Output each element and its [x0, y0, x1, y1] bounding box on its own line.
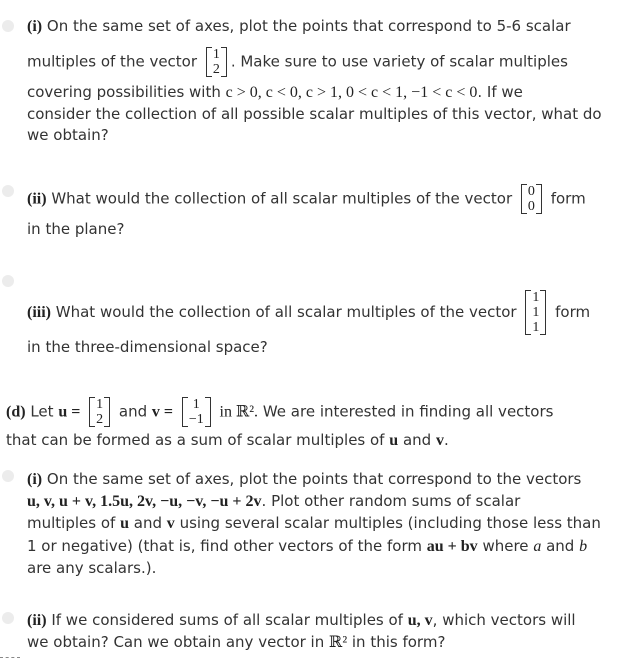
c-i-line1: (i) On the same set of axes, plot the points that correspond to 5-6 scalar	[27, 17, 571, 35]
d-i-line5: are any scalars.).	[27, 559, 157, 577]
d-label: (d)	[6, 403, 26, 421]
page-divider	[0, 657, 20, 658]
c-i-line2: multiples of the vector 1 2 . Make sure to use variety of scalar multiples	[27, 47, 568, 77]
bullet-dot	[2, 20, 14, 32]
bullet-dot	[2, 185, 14, 197]
d-ii-line1: (ii) If we considered sums of all scalar multiples of u, v, which vectors will	[27, 611, 576, 629]
d-line1: (d) Let u = 1 2 and v = 1 −1 in ℝ². We are interested in finding all vectors	[6, 397, 554, 427]
vector-1-1-1: 1 1 1	[525, 290, 546, 335]
d-i-line3: multiples of u and v using several scalar multiples (including those less than	[27, 514, 601, 532]
bullet-dot	[2, 612, 14, 624]
bullet-dot	[2, 275, 14, 287]
bullet-dot	[2, 470, 14, 482]
d-i-line4: 1 or negative) (that is, find other vectors of the form au + bv where a and b	[27, 537, 588, 555]
d-line2: that can be formed as a sum of scalar multiples of u and v.	[6, 431, 449, 449]
c-iii-line1: (iii) What would the collection of all scalar multiples of the vector 1 1 1 form	[27, 290, 591, 335]
vector-v: 1 −1	[182, 397, 211, 427]
c-i-line5: we obtain?	[27, 126, 109, 144]
d-i-line1: (i) On the same set of axes, plot the points that correspond to the vectors	[27, 470, 582, 488]
c-i-label: (i)	[27, 18, 43, 35]
c-iii-line2: in the three-dimensional space?	[27, 338, 268, 356]
c-iii-label: (iii)	[27, 304, 51, 321]
c-ii-line1: (ii) What would the collection of all scalar multiples of the vector 0 0 form	[27, 184, 586, 214]
d-i-line2: u, v, u + v, 1.5u, 2v, −u, −v, −u + 2v. Plot other random sums of scalar	[27, 492, 521, 510]
d-ii-label: (ii)	[27, 612, 47, 629]
d-ii-line2: we obtain? Can we obtain any vector in ℝ² in this form?	[27, 633, 446, 651]
c-i-line3: covering possibilities with c > 0, c < 0, c > 1, 0 < c < 1, −1 < c < 0. If we	[27, 83, 523, 101]
vector-u: 1 2	[89, 397, 110, 427]
d-i-label: (i)	[27, 471, 43, 488]
c-ii-line2: in the plane?	[27, 220, 125, 238]
c-i-line4: consider the collection of all possible scalar multiples of this vector, what do	[27, 105, 602, 123]
c-ii-label: (ii)	[27, 190, 47, 208]
vector-0-0: 0 0	[521, 184, 542, 214]
vector-1-2: 1 2	[206, 47, 227, 77]
